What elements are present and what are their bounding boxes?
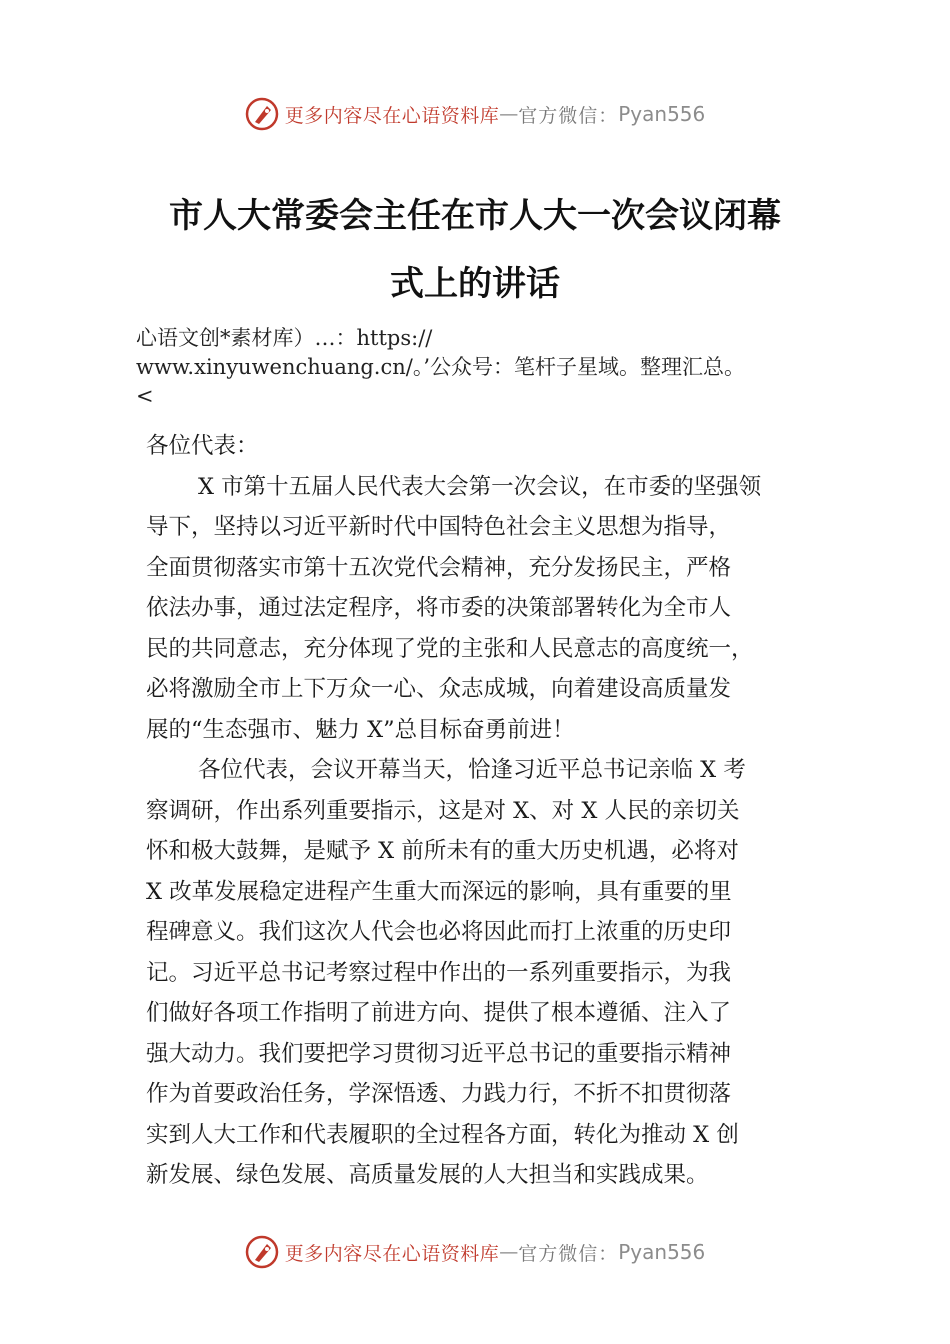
banner-dash: — bbox=[499, 1241, 519, 1263]
banner-wechat-label: 官方微信： bbox=[518, 1242, 619, 1265]
source-line: 心语文创*素材库）…：https:// bbox=[136, 326, 433, 350]
document-title-line-2: 式上的讲话 bbox=[390, 264, 560, 304]
paragraph-1 bbox=[146, 467, 836, 751]
document-body bbox=[146, 426, 836, 1196]
paragraph-line: 全面贯彻落实市第十五次党代会精神，充分发扬民主，严格 bbox=[146, 554, 732, 581]
source-line: www.xinyuwenchuang.cn/。’公众号：笔杆子星域。整理汇总。 bbox=[136, 355, 746, 379]
paragraph-line: 程碑意义。我们这次人代会也必将因此而打上浓重的历史印 bbox=[146, 919, 732, 945]
paragraph-line: 新发展、绿色发展、高质量发展的人大担当和实践成果。 bbox=[146, 1162, 709, 1188]
banner-wechat-id: Pyan556 bbox=[618, 102, 706, 126]
banner-dash: — bbox=[499, 103, 519, 125]
pen-nib-logo-icon bbox=[245, 1235, 279, 1269]
paragraph-line: 怀和极大鼓舞，是赋予 X 前所未有的重大历史机遇，必将对 bbox=[146, 838, 739, 864]
paragraph-line: 记。习近平总书记考察过程中作出的一系列重要指示，为我 bbox=[146, 959, 732, 986]
paragraph-line: 必将激励全市上下万众一心、众志成城，向着建设高质量发 bbox=[146, 676, 732, 702]
paragraph-line: X 市第十五届人民代表大会第一次会议，在市委的坚强领 bbox=[198, 473, 762, 500]
banner-brand: 更多内容尽在心语资料库 bbox=[284, 1242, 500, 1265]
paragraph-line: 依法办事，通过法定程序，将市委的决策部署转化为全市人 bbox=[146, 595, 732, 621]
pen-nib-logo-icon bbox=[245, 97, 279, 131]
salutation: 各位代表： bbox=[146, 433, 259, 459]
paragraph-line: 强大动力。我们要把学习贯彻习近平总书记的重要指示精神 bbox=[146, 1040, 732, 1067]
footer-banner bbox=[0, 1232, 950, 1272]
paragraph-line: 各位代表，会议开幕当天，恰逢习近平总书记亲临 X 考 bbox=[198, 757, 746, 783]
source-note bbox=[136, 324, 836, 411]
paragraph-line: 展的“生态强市、魅力 X”总目标奋勇前进！ bbox=[146, 716, 575, 743]
paragraph-line: X 改革发展稳定进程产生重大而深远的影响，具有重要的里 bbox=[146, 878, 732, 905]
paragraph-line: 察调研，作出系列重要指示，这是对 X、对 X 人民的亲切关 bbox=[146, 797, 740, 824]
banner-wechat-label: 官方微信： bbox=[518, 104, 619, 127]
paragraph-line: 实到人大工作和代表履职的全过程各方面，转化为推动 X 创 bbox=[146, 1121, 739, 1148]
paragraph-line: 作为首要政治任务，学深悟透、力践力行，不折不扣贯彻落 bbox=[146, 1081, 732, 1107]
banner-brand: 更多内容尽在心语资料库 bbox=[284, 104, 500, 127]
document-title-line-1: 市人大常委会主任在市人大一次会议闭幕 bbox=[169, 196, 781, 236]
paragraph-line: 们做好各项工作指明了前进方向、提供了根本遵循、注入了 bbox=[146, 1000, 732, 1026]
header-banner bbox=[0, 94, 950, 134]
paragraph-line: 导下，坚持以习近平新时代中国特色社会主义思想为指导， bbox=[146, 514, 732, 540]
paragraph-2 bbox=[146, 750, 836, 1196]
source-line: < bbox=[136, 384, 154, 408]
banner-wechat-id: Pyan556 bbox=[618, 1240, 706, 1264]
paragraph-line: 民的共同意志，充分体现了党的主张和人民意志的高度统一， bbox=[146, 635, 754, 662]
